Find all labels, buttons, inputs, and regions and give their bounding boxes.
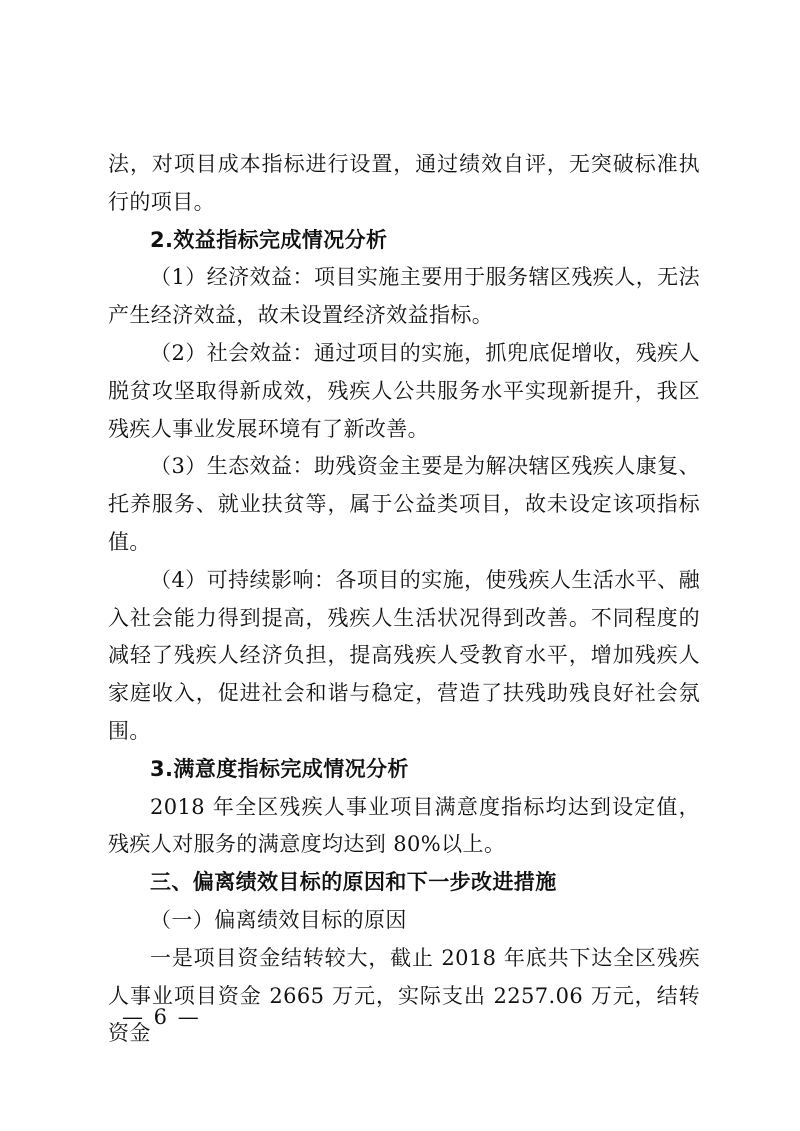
paragraph-social-benefit: （2）社会效益：通过项目的实施，抓兜底促增收，残疾人脱贫攻坚取得新成效，残疾人公共服务水平实现新提升，我区残疾人事业发展环境有了新改善。 (108, 340, 700, 441)
paragraph-economic-benefit: （1）经济效益：项目实施主要用于服务辖区残疾人，无法产生经济效益，故未设置经济效益指标。 (108, 265, 700, 328)
document-body (108, 146, 700, 1053)
paragraph-satisfaction-result: 2018 年全区残疾人事业项目满意度指标均达到设定值，残疾人对服务的满意度均达到 80%以上。 (108, 794, 700, 857)
heading-benefit-indicators: 2.效益指标完成情况分析 (150, 227, 388, 252)
heading-deviation-reasons: （一）偏离绩效目标的原因 (150, 907, 407, 932)
paragraph-sustainable-impact: （4）可持续影响：各项目的实施，使残疾人生活水平、融入社会能力得到提高，残疾人生活状况得到改善。不同程度的减轻了残疾人经济负担，提高残疾人受教育水平，增加残疾人家庭收入，促进社会和谐与稳定，营造了扶残助残良好社会氛围。 (108, 567, 700, 743)
paragraph-ecological-benefit: （3）生态效益：助残资金主要是为解决辖区残疾人康复、托养服务、就业扶贫等，属于公益类项目，故未设定该项指标值。 (108, 454, 700, 554)
heading-satisfaction-indicators: 3.满意度指标完成情况分析 (150, 756, 409, 781)
heading-section-three: 三、偏离绩效目标的原因和下一步改进措施 (150, 870, 557, 895)
page-number: — 6 — (122, 1005, 201, 1029)
paragraph-fund-carryover: 一是项目资金结转较大，截止 2018 年底共下达全区残疾人事业项目资金 2665 万元，实际支出 2257.06 万元，结转资金 (108, 945, 700, 1046)
paragraph-cost-indicator-continuation: 法，对项目成本指标进行设置，通过绩效自评，无突破标准执行的项目。 (108, 152, 700, 214)
